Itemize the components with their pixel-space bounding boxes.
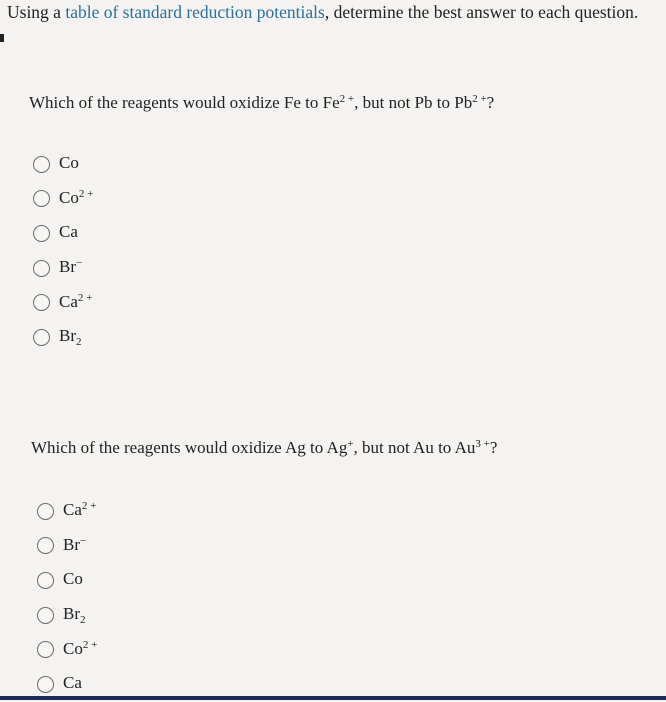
- option-label: $Co^{2 +}$: [59, 187, 94, 207]
- option-label: Ca: [59, 222, 78, 242]
- q2-text-part: Which of the reagents would oxidize Ag to Ag: [31, 438, 348, 457]
- radio-button[interactable]: [37, 572, 54, 589]
- radio-button[interactable]: [37, 641, 54, 658]
- option-label: $Ca^{2 +}$: [63, 500, 97, 520]
- q1-option[interactable]: [33, 216, 93, 251]
- radio-button[interactable]: [33, 329, 50, 346]
- instructions-suffix: , determine the best answer to each question.: [324, 2, 639, 22]
- q1-superscript: 2 +: [472, 93, 487, 105]
- bottom-border: [0, 696, 666, 700]
- option-label: $Ca^{2 +}$: [59, 291, 93, 311]
- q2-superscript: +: [347, 438, 354, 450]
- q2-text-part: , but not Au to Au: [353, 438, 476, 457]
- instructions: [7, 2, 638, 23]
- instructions-prefix: Using a: [7, 2, 66, 22]
- q2-option[interactable]: [37, 529, 97, 564]
- question-2-options: [37, 494, 97, 702]
- q1-text-part: , but not Pb to Pb: [354, 93, 473, 112]
- q1-option[interactable]: [33, 285, 93, 320]
- option-label: $Br_2$: [59, 326, 82, 349]
- q1-text-part: Which of the reagents would oxidize Fe to Fe: [29, 93, 340, 112]
- q2-option[interactable]: [37, 598, 97, 633]
- radio-button[interactable]: [37, 537, 54, 554]
- q1-superscript: 2 +: [339, 93, 355, 105]
- radio-button[interactable]: [33, 294, 50, 311]
- radio-button[interactable]: [37, 607, 54, 624]
- question-1-text: [29, 93, 494, 113]
- question-2-text: [31, 438, 497, 458]
- option-label: Br−: [63, 534, 87, 554]
- radio-button[interactable]: [33, 225, 50, 242]
- option-label: Br−: [59, 257, 83, 277]
- q2-superscript: 3 +: [475, 438, 490, 450]
- q2-option[interactable]: [37, 563, 97, 598]
- radio-button[interactable]: [37, 676, 54, 693]
- radio-button[interactable]: [33, 156, 50, 173]
- radio-button[interactable]: [33, 190, 50, 207]
- q1-option[interactable]: [33, 320, 93, 355]
- option-label: $Co^{2 +}$: [63, 638, 98, 658]
- q2-option[interactable]: [37, 632, 97, 667]
- option-label: Co: [59, 153, 79, 173]
- option-label: Co: [63, 569, 83, 589]
- q2-text-part: ?: [489, 438, 498, 457]
- reduction-potentials-link[interactable]: table of standard reduction potentials: [65, 2, 325, 22]
- q1-text-part: ?: [486, 93, 495, 112]
- option-label: Ca: [63, 673, 82, 693]
- page-edge-mark: [0, 34, 4, 42]
- q2-option[interactable]: [37, 494, 97, 529]
- radio-button[interactable]: [37, 503, 54, 520]
- q1-option[interactable]: [33, 147, 93, 182]
- question-1-options: [33, 147, 93, 355]
- q1-option[interactable]: [33, 182, 93, 217]
- radio-button[interactable]: [33, 260, 50, 277]
- q1-option[interactable]: [33, 251, 93, 286]
- option-label: $Br_2$: [63, 604, 86, 627]
